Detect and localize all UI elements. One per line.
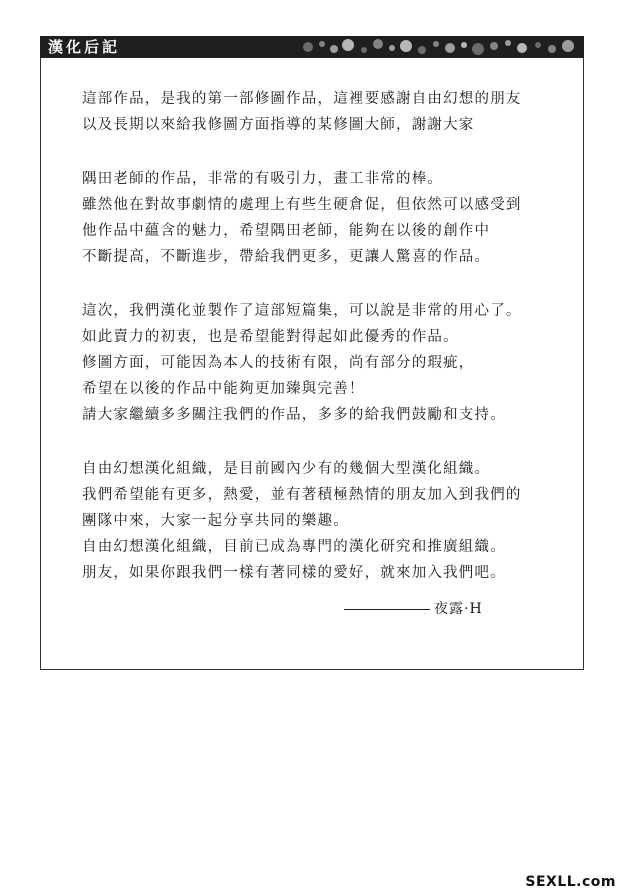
site-watermark: SEXLL.com	[525, 874, 616, 890]
text-line: 修圖方面，可能因為本人的技術有限，尚有部分的瑕疵，	[82, 355, 475, 371]
signature-rule	[344, 609, 430, 610]
header-bar	[40, 36, 584, 58]
text-line: 以及長期以來給我修圖方面指導的某修圖大師，謝謝大家	[82, 117, 475, 133]
text-line: 我們希望能有更多，熱愛，並有著積極熱情的朋友加入到我們的	[82, 487, 522, 503]
afterword-body	[82, 86, 562, 614]
text-line: 這部作品，是我的第一部修圖作品，這裡要感謝自由幻想的朋友	[82, 91, 522, 107]
decorative-dot	[445, 43, 455, 53]
decorative-dot	[342, 39, 354, 51]
decorative-dot	[303, 42, 313, 52]
text-line: 這次，我們漢化並製作了這部短篇集，可以說是非常的用心了。	[82, 303, 522, 319]
decorative-dot	[505, 40, 511, 46]
text-line: 雖然他在對故事劇情的處理上有些生硬倉促，但依然可以感受到	[82, 197, 522, 213]
text-line: 如此賣力的初衷，也是希望能對得起如此優秀的作品。	[82, 329, 459, 345]
decorative-dot	[472, 43, 484, 55]
text-line: 希望在以後的作品中能夠更加臻與完善！	[82, 381, 365, 397]
paragraph	[82, 166, 562, 270]
text-line: 不斷提高，不斷進步，帶給我們更多，更讓人驚喜的作品。	[82, 249, 491, 265]
text-line: 隅田老師的作品，非常的有吸引力，畫工非常的棒。	[82, 171, 444, 187]
decorative-dot	[535, 42, 541, 48]
decorative-dot	[548, 45, 556, 53]
decorative-dot	[319, 41, 325, 47]
decorative-dot	[562, 40, 574, 52]
text-line: 自由幻想漢化組織，是目前國內少有的幾個大型漢化組織。	[82, 461, 491, 477]
signature	[344, 598, 483, 618]
signature-text: 夜露·H	[434, 601, 483, 617]
decorative-dot	[389, 45, 395, 51]
text-line: 團隊中來，大家一起分享共同的樂趣。	[82, 513, 349, 529]
decorative-dot	[400, 40, 412, 52]
page-title: 漢化后記	[48, 38, 121, 56]
decorative-dot	[461, 42, 467, 48]
text-line: 自由幻想漢化組織，目前已成為專門的漢化研究和推廣組織。	[82, 539, 506, 555]
paragraph	[82, 298, 562, 428]
decorative-dot	[490, 42, 498, 50]
decorative-dots-icon	[294, 36, 584, 58]
text-line: 請大家繼續多多關注我們的作品，多多的給我們鼓勵和支持。	[82, 407, 506, 423]
decorative-dot	[330, 45, 338, 53]
paragraph	[82, 456, 562, 586]
decorative-dot	[418, 46, 426, 54]
text-line: 朋友，如果你跟我們一樣有著同樣的愛好，就來加入我們吧。	[82, 565, 506, 581]
decorative-dot	[433, 41, 439, 47]
text-line: 他作品中蘊含的魅力，希望隅田老師，能夠在以後的創作中	[82, 223, 491, 239]
paragraph	[82, 86, 562, 138]
decorative-dot	[517, 43, 527, 53]
decorative-dot	[361, 47, 367, 53]
decorative-dot	[373, 39, 383, 49]
